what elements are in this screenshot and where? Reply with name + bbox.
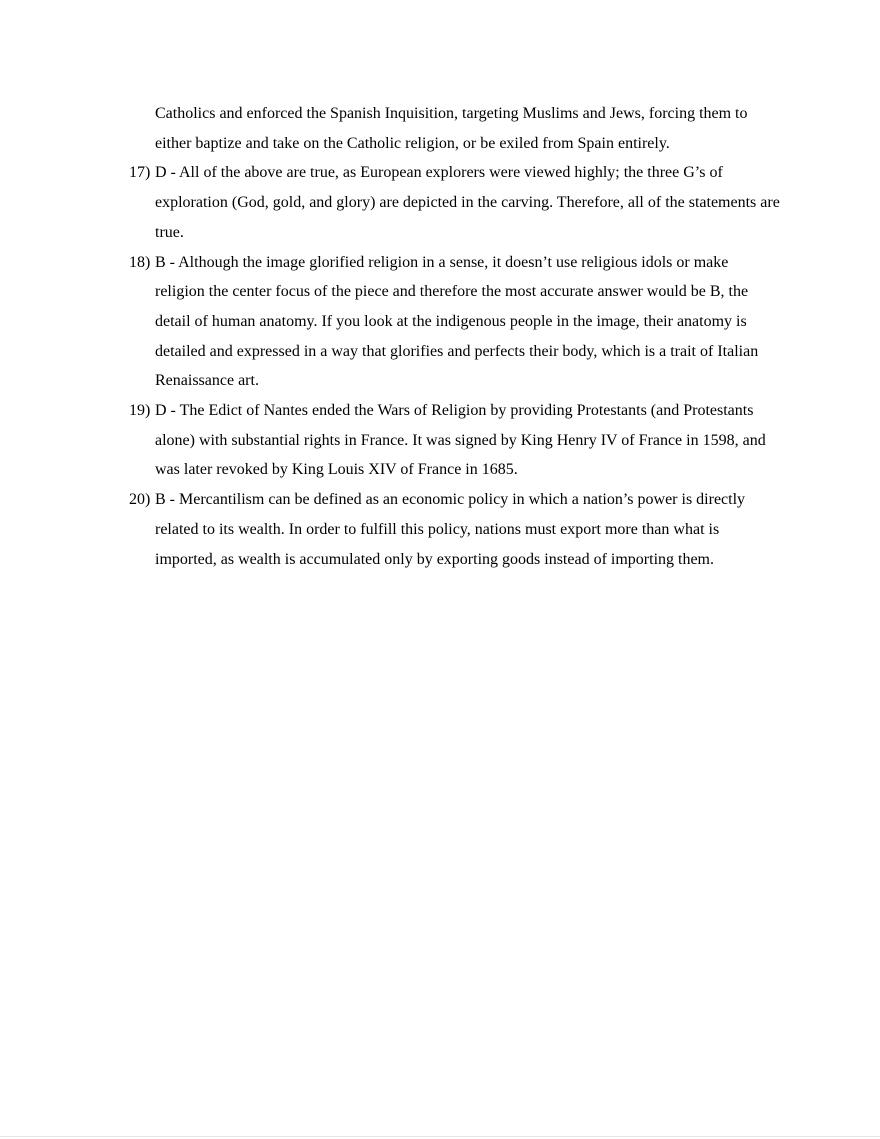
answer-item-19: [120, 396, 780, 485]
answer-list: [120, 158, 780, 574]
answer-number: 18): [129, 253, 151, 271]
answer-text: B - Although the image glorified religion in a sense, it doesn’t use religious idols or make religion the center focus of the piece and therefore the most accurate answer would be B, the detail of human anatomy. If you look at the indigenous people in the image, their anatomy is detailed and expressed in a way that glorifies and perfects their body, which is a trait of Italian Renaissance art.: [155, 253, 759, 390]
answer-item-20: [120, 485, 780, 574]
answer-text: D - The Edict of Nantes ended the Wars of Religion by providing Protestants (and Protestants alone) with substantial rights in France. It was signed by King Henry IV of France in 1598, and was later revoked by King Louis XIV of France in 1685.: [155, 402, 766, 479]
answer-item-17: [120, 158, 780, 247]
answer-number: 20): [129, 491, 151, 509]
answer-number: 17): [129, 164, 151, 182]
page-bottom-edge: [0, 1136, 880, 1137]
answer-text: B - Mercantilism can be defined as an economic policy in which a nation’s power is directly related to its wealth. In order to fulfill this policy, nations must export more than what is imported, as wealth is accumulated only by exporting goods instead of importing them.: [155, 491, 746, 568]
continuation-paragraph: Catholics and enforced the Spanish Inquisition, targeting Muslims and Jews, forcing them to either baptize and take on the Catholic religion, or be exiled from Spain entirely.: [155, 105, 748, 152]
answer-number: 19): [129, 402, 151, 420]
answer-text: D - All of the above are true, as European explorers were viewed highly; the three G’s of exploration (God, gold, and glory) are depicted in the carving. Therefore, all of the statements are true.: [155, 164, 780, 241]
answer-item-18: [120, 248, 780, 397]
